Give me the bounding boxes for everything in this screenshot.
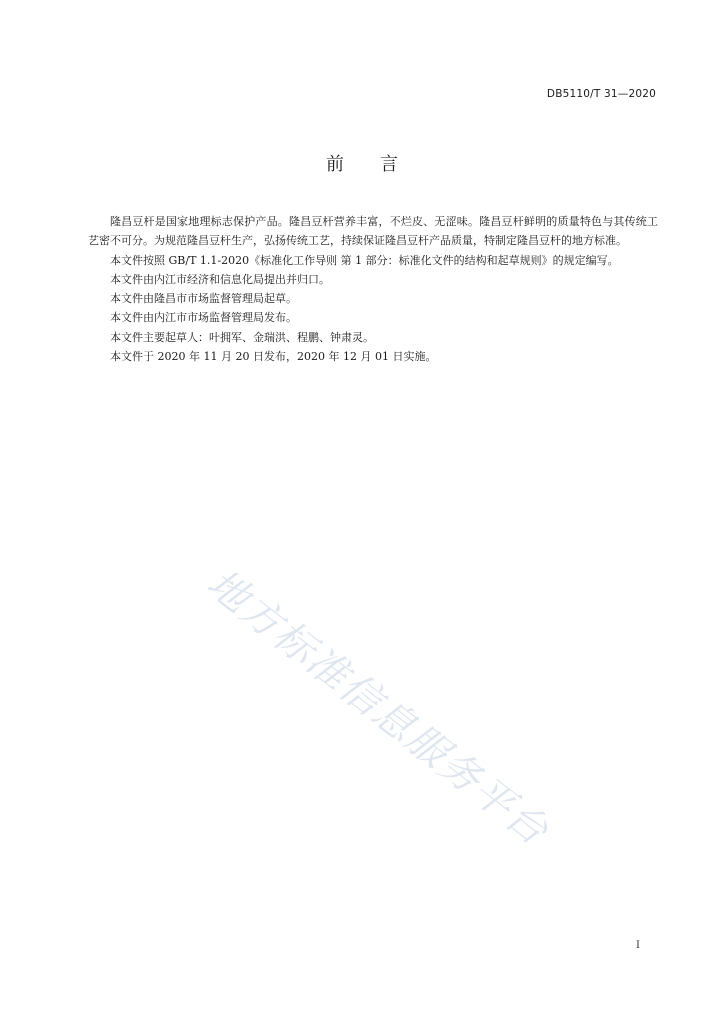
page-number: I (636, 940, 640, 951)
page-title: 前言 (326, 154, 434, 175)
paragraph: 隆昌豆杆是国家地理标志保护产品。隆昌豆杆营养丰富，不烂皮、无涩味。隆昌豆杆鲜明的质量特色与其传统工艺密不可分。为规范隆昌豆杆生产，弘扬传统工艺，持续保证隆昌豆杆产品质量，特制定隆昌豆杆的地方标准。 (88, 215, 658, 248)
watermark: 地方标准信息服务平台 (198, 560, 558, 856)
paragraph: 本文件由内江市市场监督管理局发布。 (110, 311, 297, 325)
document-code: DB5110/T 31—2020 (546, 88, 656, 100)
paragraph: 本文件由内江市经济和信息化局提出并归口。 (110, 272, 330, 286)
paragraph: 本文件由隆昌市市场监督管理局起草。 (110, 292, 297, 306)
paragraph: 本文件主要起草人：叶拥军、金瑞洪、程鹏、钟肃灵。 (110, 330, 374, 344)
paragraph: 本文件于 2020 年 11 月 20 日发布，2020 年 12 月 01 日实施。 (110, 350, 437, 364)
foreword-body (88, 212, 658, 366)
paragraph: 本文件按照 GB/T 1.1-2020《标准化工作导则 第 1 部分：标准化文件的结构和起草规则》的规定编写。 (110, 253, 619, 267)
